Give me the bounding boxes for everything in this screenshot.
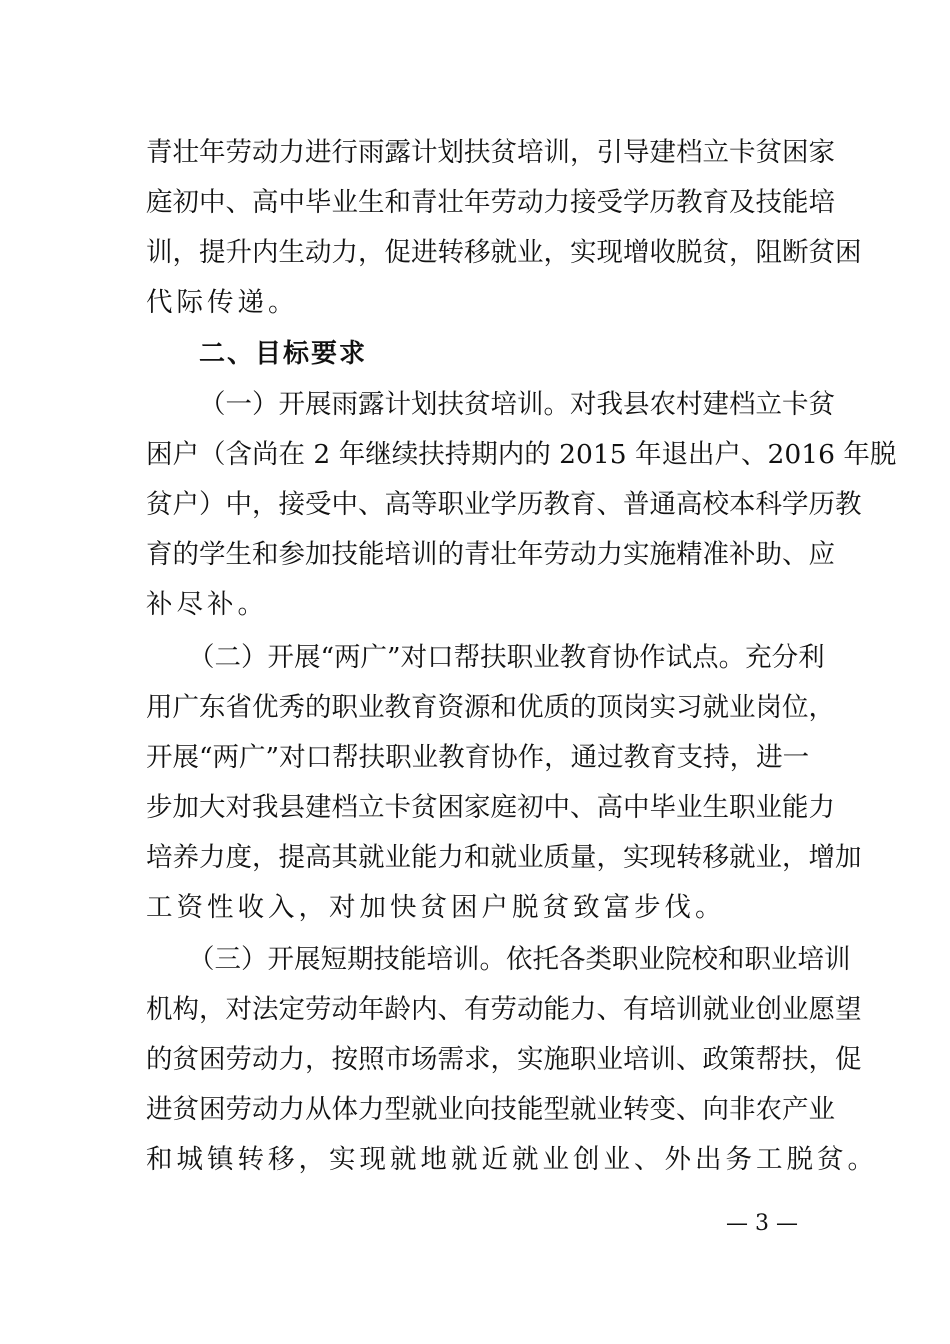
intro-line-4: 代际传递。 [146, 287, 299, 318]
item3-line-5: 和城镇转移，实现就地就近就业创业、外出务工脱贫。 [146, 1144, 878, 1175]
item3-line-4: 进贫困劳动力从体力型就业向技能型就业转变、向非农产业 [146, 1094, 835, 1125]
item3-line-2: 机构，对法定劳动年龄内、有劳动能力、有培训就业创业愿望 [146, 994, 862, 1025]
item1-line-5: 补尽补。 [146, 589, 268, 620]
item2-line-4: 步加大对我县建档立卡贫困家庭初中、高中毕业生职业能力 [146, 792, 835, 823]
item2-line-5: 培养力度，提高其就业能力和就业质量，实现转移就业，增加 [146, 842, 862, 873]
intro-line-3: 训，提升内生动力，促进转移就业，实现增收脱贫，阻断贫困 [146, 237, 862, 268]
item3-line-3: 的贫困劳动力，按照市场需求，实施职业培训、政策帮扶，促 [146, 1044, 862, 1075]
intro-line-1: 青壮年劳动力进行雨露计划扶贫培训，引导建档立卡贫困家 [146, 137, 835, 168]
page-number: — 3 — [726, 1211, 798, 1236]
intro-line-2: 庭初中、高中毕业生和青壮年劳动力接受学历教育及技能培 [146, 187, 835, 218]
item1-line-1: （一）开展雨露计划扶贫培训。对我县农村建档立卡贫 [199, 389, 835, 420]
section-heading: 二、目标要求 [199, 339, 368, 369]
item1-line-4: 育的学生和参加技能培训的青壮年劳动力实施精准补助、应 [146, 539, 835, 570]
item2-line-6: 工资性收入，对加快贫困户脱贫致富步伐。 [146, 892, 726, 923]
item2-line-2: 用广东省优秀的职业教育资源和优质的顶岗实习就业岗位， [146, 692, 835, 723]
item1-line-3: 贫户）中，接受中、高等职业学历教育、普通高校本科学历教 [146, 489, 862, 520]
item3-line-1: （三）开展短期技能培训。依托各类职业院校和职业培训 [188, 944, 851, 975]
item2-line-3: 开展“两广”对口帮扶职业教育协作，通过教育支持，进一 [146, 742, 810, 773]
item1-line-2: 困户（含尚在 2 年继续扶持期内的 2015 年退出户、2016 年脱 [146, 439, 897, 470]
item2-line-1: （二）开展“两广”对口帮扶职业教育协作试点。充分利 [188, 642, 825, 673]
